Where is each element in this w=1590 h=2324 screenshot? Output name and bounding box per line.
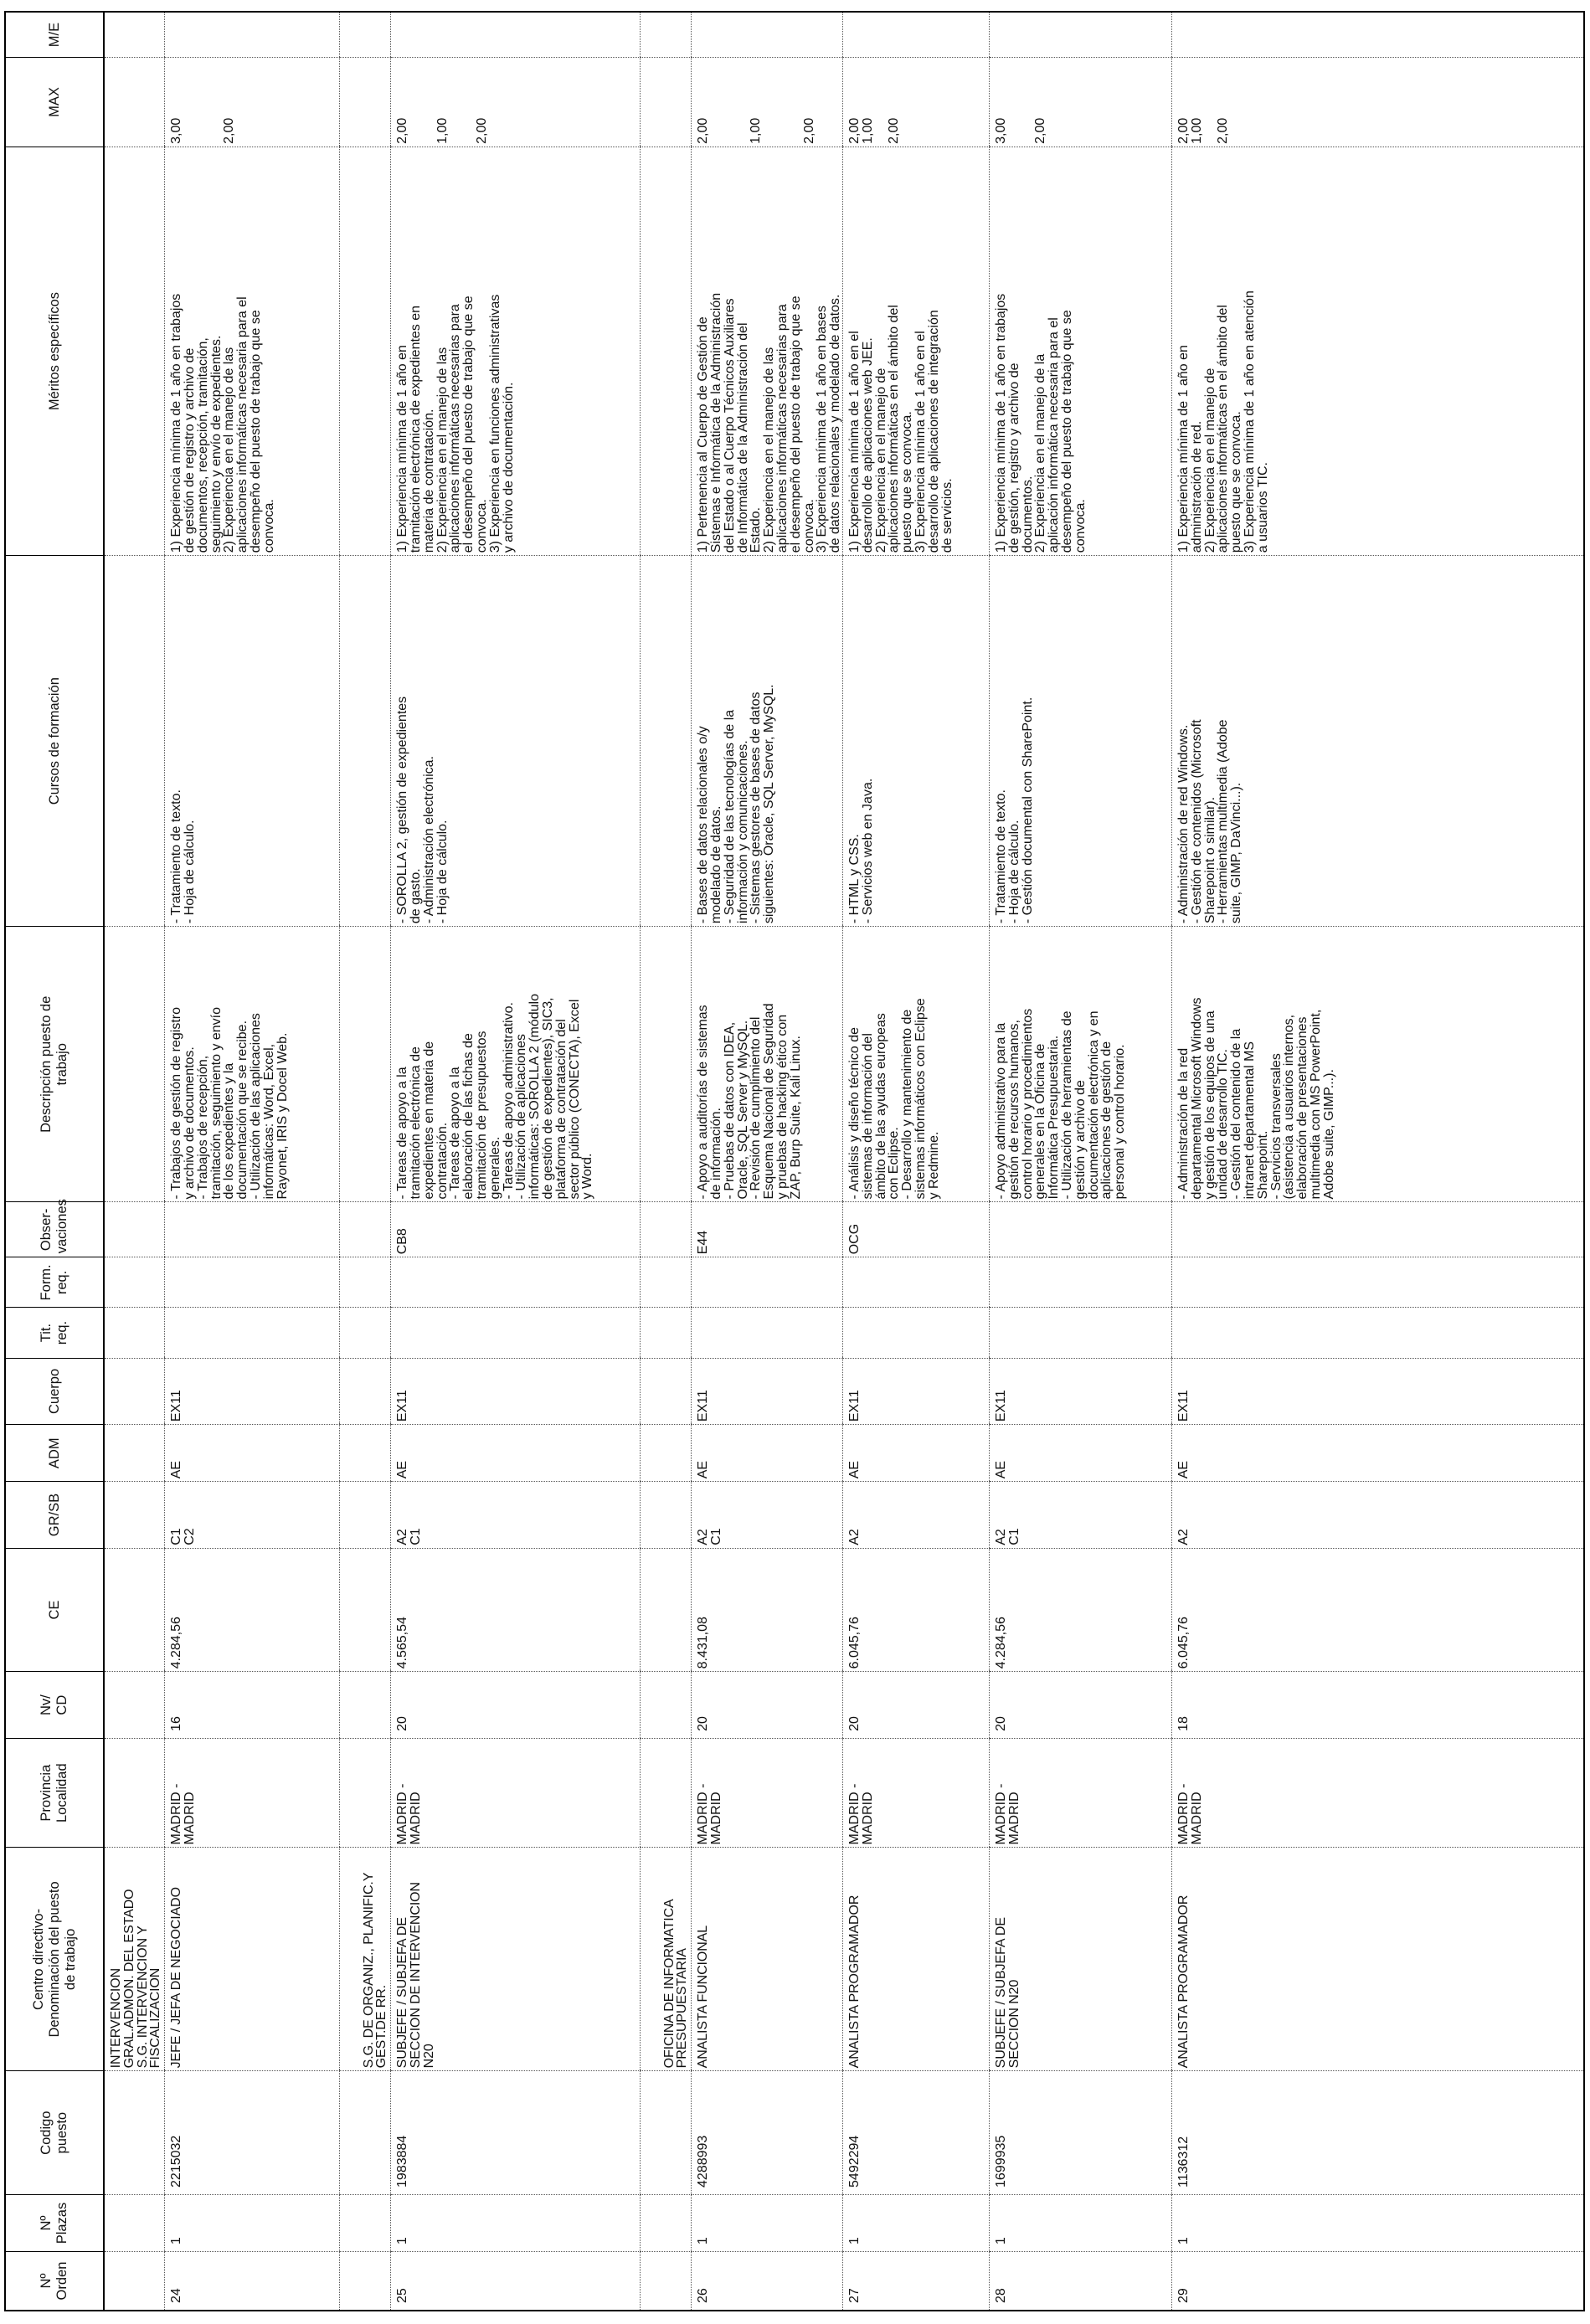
header-meritos: Méritos específicos bbox=[5, 147, 104, 555]
max: 2,00 1,00 2,00 bbox=[1171, 58, 1584, 147]
header-nivel: Nv/ CD bbox=[5, 1672, 104, 1738]
nivel: 20 bbox=[842, 1672, 989, 1738]
grupo: A2 bbox=[1171, 1482, 1584, 1548]
max: 2,00 1,00 2,00 bbox=[692, 58, 843, 147]
plazas: 1 bbox=[1171, 2194, 1584, 2251]
plazas: 1 bbox=[391, 2194, 641, 2251]
denominacion: SUBJEFE / SUBJEFA DE SECCION N20 bbox=[989, 1848, 1171, 2071]
header-centro: Centro directivo- Denominación del puesto de trabajo bbox=[5, 1848, 104, 2071]
header-me: M/E bbox=[5, 12, 104, 58]
form bbox=[1171, 1257, 1584, 1308]
table-row bbox=[842, 12, 989, 2311]
table-row-group-header bbox=[641, 12, 692, 2311]
cuerpo: EX11 bbox=[391, 1358, 641, 1424]
meritos: 1) Experiencia mínima de 1 año en trabajos de gestión de registro y archivo de documentos, recepción, tramitación, seguimiento y envío de expedientes. 2) Experiencia en el manejo de las aplicaciones informáticas necesaria para el desempeño del puesto de trabajo que se convoca. bbox=[165, 147, 340, 555]
table-row-group-header bbox=[104, 12, 165, 2311]
table-row-group-header bbox=[340, 12, 391, 2311]
cursos: - Bases de datos relacionales o/y modelado de datos. - Seguridad de las tecnologías de la información y comunicaciones. - Sistemas gestores de bases de datos siguientes: Oracle, SQL Server, MySQL. bbox=[692, 556, 843, 927]
header-grupo: GR/SB bbox=[5, 1482, 104, 1548]
adm: AE bbox=[1171, 1425, 1584, 1482]
orden: 25 bbox=[391, 2252, 641, 2311]
ce: 4.565,54 bbox=[391, 1548, 641, 1672]
descripcion: - Apoyo a auditorías de sistemas de información. - Pruebas de datos con IDEA, Oracle, SQL Server y MySQL. - Revisión de cumplimiento del Esquema Nacional de Seguridad y pruebas de hacking ético con ZAP, Burp Suite, Kali Linux. bbox=[692, 927, 843, 1202]
max: 2,00 1,00 2,00 bbox=[842, 58, 989, 147]
tit bbox=[1171, 1308, 1584, 1358]
observaciones: OCG bbox=[842, 1202, 989, 1257]
descripcion: - Trabajos de gestión de registro y archivo de documentos. - Trabajos de recepción, tramitación, seguimiento y envío de los expedientes y la documentación que se recibe. - Utilización de las aplicaciones informáticas: Word, Excel, Rayonet, IRIS y Docel Web. bbox=[165, 927, 340, 1202]
provincia: MADRID - MADRID bbox=[391, 1738, 641, 1848]
grupo: C1 C2 bbox=[165, 1482, 340, 1548]
provincia: MADRID - MADRID bbox=[842, 1738, 989, 1848]
table-row bbox=[391, 12, 641, 2311]
grupo: A2 C1 bbox=[692, 1482, 843, 1548]
cursos: - SOROLLA 2, gestión de expedientes de gasto. - Administración electrónica. - Hoja de cálculo. bbox=[391, 556, 641, 927]
provincia: MADRID - MADRID bbox=[1171, 1738, 1584, 1848]
codigo-puesto: 1699935 bbox=[989, 2071, 1171, 2195]
meritos: 1) Experiencia mínima de 1 año en administración de red. 2) Experiencia en el manejo de aplicaciones informáticas en el ámbito del puesto que se convoca. 3) Experiencia mínima de 1 año en atención a usuarios TIC. bbox=[1171, 147, 1584, 555]
grupo: A2 C1 bbox=[391, 1482, 641, 1548]
denominacion: SUBJEFE / SUBJEFA DE SECCION DE INTERVENCION N20 bbox=[391, 1848, 641, 2071]
provincia: MADRID - MADRID bbox=[692, 1738, 843, 1848]
me bbox=[989, 12, 1171, 58]
table-row bbox=[989, 12, 1171, 2311]
centro-directivo: OFICINA DE INFORMATICA PRESUPUESTARIA bbox=[641, 1848, 692, 2071]
ce: 8.431,08 bbox=[692, 1548, 843, 1672]
form bbox=[692, 1257, 843, 1308]
nivel: 20 bbox=[391, 1672, 641, 1738]
max: 2,00 1,00 2,00 bbox=[391, 58, 641, 147]
codigo-puesto: 5492294 bbox=[842, 2071, 989, 2195]
adm: AE bbox=[391, 1425, 641, 1482]
job-positions-table bbox=[4, 11, 1585, 2311]
orden: 27 bbox=[842, 2252, 989, 2311]
nivel: 16 bbox=[165, 1672, 340, 1738]
max: 3,00 2,00 bbox=[165, 58, 340, 147]
me bbox=[692, 12, 843, 58]
tit bbox=[842, 1308, 989, 1358]
header-cuerpo: Cuerpo bbox=[5, 1358, 104, 1424]
cursos: - Tratamiento de texto. - Hoja de cálculo. - Gestión documental con SharePoint. bbox=[989, 556, 1171, 927]
form bbox=[165, 1257, 340, 1308]
denominacion: JEFE / JEFA DE NEGOCIADO bbox=[165, 1848, 340, 2071]
centro-directivo: INTERVENCION GRAL.ADMON. DEL ESTADO S.G. INTERVENCION Y FISCALIZACION bbox=[104, 1848, 165, 2071]
cursos: - Administración de red Windows. - Gestión de contenidos (Microsoft Sharepoint o similar). - Herramientas multimedia (Adobe suite, GIMP, DaVinci...). bbox=[1171, 556, 1584, 927]
orden: 29 bbox=[1171, 2252, 1584, 2311]
descripcion: - Tareas de apoyo a la tramitación electrónica de expedientes en materia de contratación. - Tareas de apoyo a la elaboración de las fichas de tramitación de presupuestos generales. - Tareas de apoyo administrativo. - Utilización de aplicaciones informáticas: SOROLLA 2 (módulo de gestión de expedientes), SIC3, plataforma de contratación del sector público (CONECTA), Excel y Word. bbox=[391, 927, 641, 1202]
orden: 26 bbox=[692, 2252, 843, 2311]
descripcion: - Análisis y diseño técnico de sistemas de información del ámbito de las ayudas europeas con Eclipse. - Desarrollo y mantenimiento de sistemas informáticos con Eclipse y Redmine. bbox=[842, 927, 989, 1202]
plazas: 1 bbox=[842, 2194, 989, 2251]
ce: 4.284,56 bbox=[989, 1548, 1171, 1672]
cuerpo: EX11 bbox=[989, 1358, 1171, 1424]
orden: 24 bbox=[165, 2252, 340, 2311]
header-max: MAX bbox=[5, 58, 104, 147]
cursos: - Tratamiento de texto. - Hoja de cálculo. bbox=[165, 556, 340, 927]
adm: AE bbox=[165, 1425, 340, 1482]
cuerpo: EX11 bbox=[842, 1358, 989, 1424]
me bbox=[842, 12, 989, 58]
header-adm: ADM bbox=[5, 1425, 104, 1482]
header-ce: CE bbox=[5, 1548, 104, 1672]
provincia: MADRID - MADRID bbox=[165, 1738, 340, 1848]
descripcion: - Administración de la red departamental Microsoft Windows y gestión de los equipos de una unidad de desarrollo TIC. - Gestión del contenido de la intranet departamental MS Sharepoint. - Servicios transversales (asistencia a usuarios internos, elaboración de presentaciones multimedia con MS PowerPoint, Adobe suite, GIMP...). bbox=[1171, 927, 1584, 1202]
adm: AE bbox=[692, 1425, 843, 1482]
header-plazas: Nº Plazas bbox=[5, 2194, 104, 2251]
header-descripcion: Descripción puesto de trabajo bbox=[5, 927, 104, 1202]
nivel: 20 bbox=[989, 1672, 1171, 1738]
header-orden: Nº Orden bbox=[5, 2252, 104, 2311]
codigo-puesto: 4288993 bbox=[692, 2071, 843, 2195]
observaciones: CB8 bbox=[391, 1202, 641, 1257]
header-observaciones: Obser- vaciones bbox=[5, 1202, 104, 1257]
meritos: 1) Pertenencia al Cuerpo de Gestión de Sistemas e Informática de la Administración del Estado o al Cuerpo Técnicos Auxiliares de Informática de la Administración del Estado. 2) Experiencia en el manejo de las aplicaciones informáticas necesarias para el desempeño del puesto de trabajo que se convoca. 3) Experiencia mínima de 1 año en bases de datos relacionales y modelado de datos. bbox=[692, 147, 843, 555]
table-row bbox=[1171, 12, 1584, 2311]
max: 3,00 2,00 bbox=[989, 58, 1171, 147]
cuerpo: EX11 bbox=[1171, 1358, 1584, 1424]
adm: AE bbox=[989, 1425, 1171, 1482]
form bbox=[391, 1257, 641, 1308]
observaciones bbox=[1171, 1202, 1584, 1257]
header-tit: Tit. req. bbox=[5, 1308, 104, 1358]
observaciones bbox=[989, 1202, 1171, 1257]
descripcion: - Apoyo administrativo para la gestión de recursos humanos, control horario y procedimientos generales en la Oficina de Informática Presupuestaria. - Utilización de herramientas de gestión y archivo de documentación electrónica y en aplicaciones de gestión de personal y control horario. bbox=[989, 927, 1171, 1202]
plazas: 1 bbox=[165, 2194, 340, 2251]
denominacion: ANALISTA PROGRAMADOR bbox=[1171, 1848, 1584, 2071]
tit bbox=[391, 1308, 641, 1358]
codigo-puesto: 2215032 bbox=[165, 2071, 340, 2195]
meritos: 1) Experiencia mínima de 1 año en trabajos de gestión, registro y archivo de documentos. 2) Experiencia en el manejo de la aplicación informática necesaria para el desempeño del puesto de trabajo que se convoca. bbox=[989, 147, 1171, 555]
tit bbox=[989, 1308, 1171, 1358]
meritos: 1) Experiencia mínima de 1 año en tramitación electrónica de expedientes en materia de contratación. 2) Experiencia en el manejo de las aplicaciones informáticas necesarias para el desempeño del puesto de trabajo que se convoca. 3) Experiencia en funciones administrativas y archivo de documentación. bbox=[391, 147, 641, 555]
header-form: Form. req. bbox=[5, 1257, 104, 1308]
tit bbox=[692, 1308, 843, 1358]
denominacion: ANALISTA PROGRAMADOR bbox=[842, 1848, 989, 2071]
cuerpo: EX11 bbox=[165, 1358, 340, 1424]
me bbox=[1171, 12, 1584, 58]
denominacion: ANALISTA FUNCIONAL bbox=[692, 1848, 843, 2071]
header-provincia: Provincia Localidad bbox=[5, 1738, 104, 1848]
plazas: 1 bbox=[989, 2194, 1171, 2251]
me bbox=[165, 12, 340, 58]
plazas: 1 bbox=[692, 2194, 843, 2251]
codigo-puesto: 1983884 bbox=[391, 2071, 641, 2195]
ce: 4.284,56 bbox=[165, 1548, 340, 1672]
cursos: - HTML y CSS. - Servicios web en Java. bbox=[842, 556, 989, 927]
nivel: 20 bbox=[692, 1672, 843, 1738]
grupo: A2 C1 bbox=[989, 1482, 1171, 1548]
tit bbox=[165, 1308, 340, 1358]
header-codigo: Codigo puesto bbox=[5, 2071, 104, 2195]
adm: AE bbox=[842, 1425, 989, 1482]
observaciones: E44 bbox=[692, 1202, 843, 1257]
ce: 6.045,76 bbox=[842, 1548, 989, 1672]
table-row bbox=[165, 12, 340, 2311]
me bbox=[391, 12, 641, 58]
nivel: 18 bbox=[1171, 1672, 1584, 1738]
table-row bbox=[692, 12, 843, 2311]
header-row bbox=[5, 12, 104, 2311]
provincia: MADRID - MADRID bbox=[989, 1738, 1171, 1848]
orden: 28 bbox=[989, 2252, 1171, 2311]
ce: 6.045,76 bbox=[1171, 1548, 1584, 1672]
codigo-puesto: 1136312 bbox=[1171, 2071, 1584, 2195]
form bbox=[989, 1257, 1171, 1308]
header-cursos: Cursos de formación bbox=[5, 556, 104, 927]
centro-directivo: S.G. DE ORGANIZ., PLANIFIC.Y GEST.DE RR. bbox=[340, 1848, 391, 2071]
cuerpo: EX11 bbox=[692, 1358, 843, 1424]
observaciones bbox=[165, 1202, 340, 1257]
grupo: A2 bbox=[842, 1482, 989, 1548]
meritos: 1) Experiencia mínima de 1 año en el desarrollo de aplicaciones web JEE. 2) Experiencia en el manejo de aplicaciones informáticas en el ámbito del puesto que se convoca. 3) Experiencia mínima de 1 año en el desarrollo de aplicaciones de integración de servicios. bbox=[842, 147, 989, 555]
form bbox=[842, 1257, 989, 1308]
